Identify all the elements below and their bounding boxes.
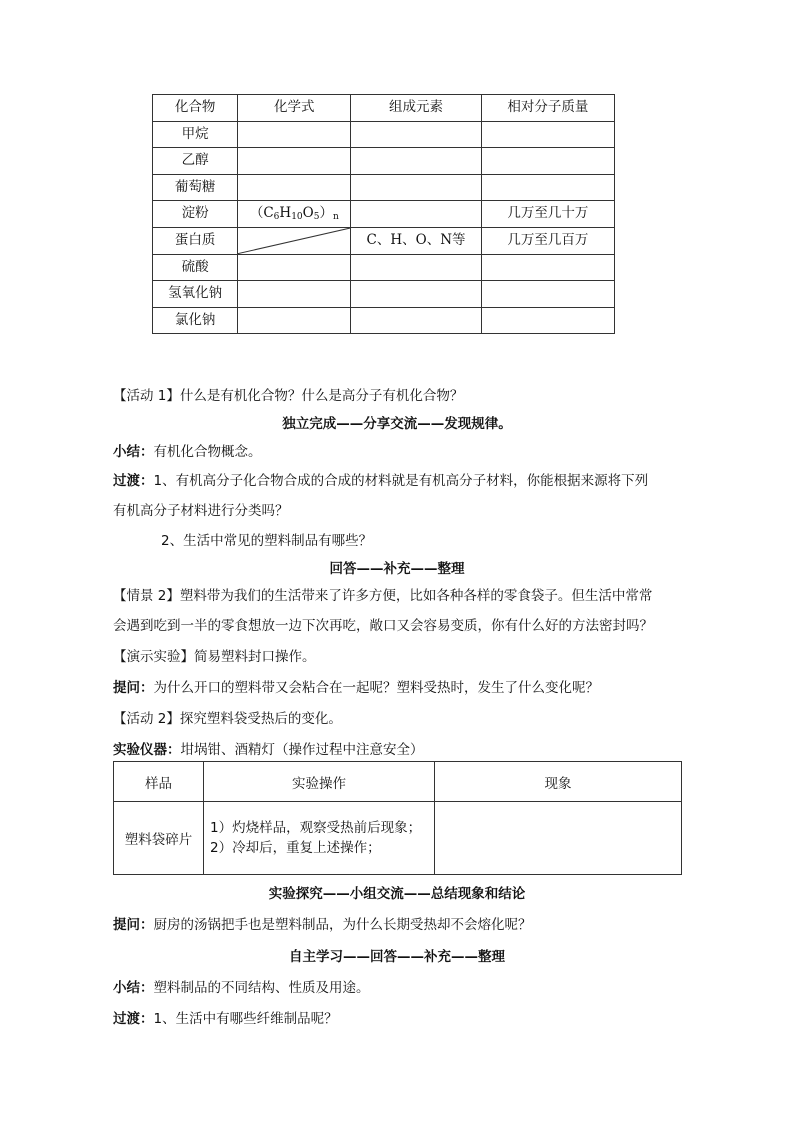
- sample-cell: 塑料袋碎片: [114, 802, 204, 875]
- header-sample: 样品: [114, 762, 204, 802]
- elements-cell: [351, 201, 481, 228]
- elements-cell: [351, 254, 481, 281]
- transition-1-line: [113, 469, 648, 489]
- summary-2-line: [113, 976, 370, 996]
- formula-cell: [238, 121, 351, 148]
- table-header-row: [153, 95, 615, 122]
- flow-heading-4: 自主学习——回答——补充——整理: [289, 949, 505, 965]
- question-text: 为什么开口的塑料带又会粘合在一起呢？塑料受热时，发生了什么变化呢？: [153, 680, 599, 696]
- question-label: 提问：: [113, 917, 154, 933]
- summary-label: 小结：: [113, 980, 154, 996]
- summary-label: 小结：: [113, 444, 154, 460]
- formula-cell: [238, 281, 351, 308]
- table-row: [153, 174, 615, 201]
- compound-name: 蛋白质: [153, 227, 238, 254]
- mass-cell: 几万至几百万: [481, 227, 614, 254]
- table-row: [153, 281, 615, 308]
- table-row: [153, 121, 615, 148]
- scene-2-cont: 会遇到吃到一半的零食想放一边下次再吃，敞口又会容易变质，你有什么好的方法密封吗？: [113, 618, 653, 634]
- diagonal-line: [238, 228, 350, 254]
- compound-name: 甲烷: [153, 121, 238, 148]
- table-row: [153, 307, 615, 334]
- mass-cell: [481, 281, 614, 308]
- operation-cell: [204, 802, 435, 875]
- table-row: [114, 802, 682, 875]
- header-elements: 组成元素: [351, 95, 481, 122]
- mass-cell: [481, 174, 614, 201]
- transition-2-line: [113, 1007, 338, 1027]
- compound-name: 氢氧化钠: [153, 281, 238, 308]
- summary-text: 塑料制品的不同结构、性质及用途。: [153, 980, 370, 996]
- transition-1-cont: 有机高分子材料进行分类吗？: [113, 503, 289, 519]
- instruments-label: 实验仪器：: [113, 742, 181, 758]
- transition-1-item-2: 2、生活中常见的塑料制品有哪些？: [161, 533, 373, 549]
- header-operation: 实验操作: [204, 762, 435, 802]
- elements-cell: [351, 281, 481, 308]
- flow-heading-3: 实验探究——小组交流——总结现象和结论: [268, 886, 526, 902]
- table-header-row: [114, 762, 682, 802]
- compound-name: 葡萄糖: [153, 174, 238, 201]
- activity-1-line: 【活动 1】什么是有机化合物？什么是高分子有机化合物？: [113, 388, 464, 404]
- formula-cell: [238, 148, 351, 175]
- transition-text: 1、有机高分子化合物合成的合成的材料就是有机高分子材料，你能根据来源将下列: [153, 473, 649, 489]
- mass-cell: [481, 307, 614, 334]
- elements-cell: [351, 121, 481, 148]
- flow-heading-1: 独立完成——分享交流——发现规律。: [282, 416, 512, 432]
- experiment-table: [113, 761, 682, 875]
- formula-cell: [238, 254, 351, 281]
- mass-cell: [481, 121, 614, 148]
- mass-cell: [481, 254, 614, 281]
- compound-name: 淀粉: [153, 201, 238, 228]
- transition-label: 过渡：: [113, 1011, 154, 1027]
- scene-2-line: 【情景 2】塑料带为我们的生活带来了许多方便，比如各种各样的零食袋子。但生活中常常: [113, 588, 653, 604]
- operation-step-1: 1）灼烧样品，观察受热前后现象；: [210, 820, 422, 836]
- compound-name: 氯化钠: [153, 307, 238, 334]
- question-label: 提问：: [113, 680, 154, 696]
- compound-table: [152, 94, 615, 334]
- table-row: [153, 148, 615, 175]
- question-text: 厨房的汤锅把手也是塑料制品，为什么长期受热却不会熔化呢？: [153, 917, 532, 933]
- instruments-text: 坩埚钳、酒精灯（操作过程中注意安全）: [180, 742, 424, 758]
- operation-step-2: 2）冷却后，重复上述操作；: [210, 840, 381, 856]
- transition-text: 1、生活中有哪些纤维制品呢？: [153, 1011, 338, 1027]
- header-mass: 相对分子质量: [481, 95, 614, 122]
- table-row: [153, 227, 615, 254]
- summary-1-line: [113, 440, 262, 460]
- formula-cell: [238, 174, 351, 201]
- elements-cell: [351, 174, 481, 201]
- compound-name: 乙醇: [153, 148, 238, 175]
- table-row: [153, 201, 615, 228]
- diagonal-cell: [238, 227, 351, 254]
- elements-cell: [351, 148, 481, 175]
- transition-label: 过渡：: [113, 473, 154, 489]
- question-1-line: [113, 676, 599, 696]
- elements-cell: C、H、O、N等: [351, 227, 481, 254]
- table-row: [153, 254, 615, 281]
- starch-formula: $(C_6H_{10}O_5)_n$: [238, 201, 351, 228]
- phenomenon-cell: [435, 802, 682, 875]
- mass-cell: [481, 148, 614, 175]
- header-phenomenon: 现象: [435, 762, 682, 802]
- header-formula: 化学式: [238, 95, 351, 122]
- formula-cell: [238, 307, 351, 334]
- compound-name: 硫酸: [153, 254, 238, 281]
- question-2-line: [113, 913, 532, 933]
- elements-cell: [351, 307, 481, 334]
- header-compound: 化合物: [153, 95, 238, 122]
- activity-2-line: 【活动 2】探究塑料袋受热后的变化。: [113, 711, 342, 727]
- flow-heading-2: 回答——补充——整理: [329, 561, 465, 577]
- demo-line: 【演示实验】简易塑料封口操作。: [113, 649, 316, 665]
- summary-text: 有机化合物概念。: [153, 444, 262, 460]
- instruments-line: [113, 738, 424, 758]
- mass-cell: 几万至几十万: [481, 201, 614, 228]
